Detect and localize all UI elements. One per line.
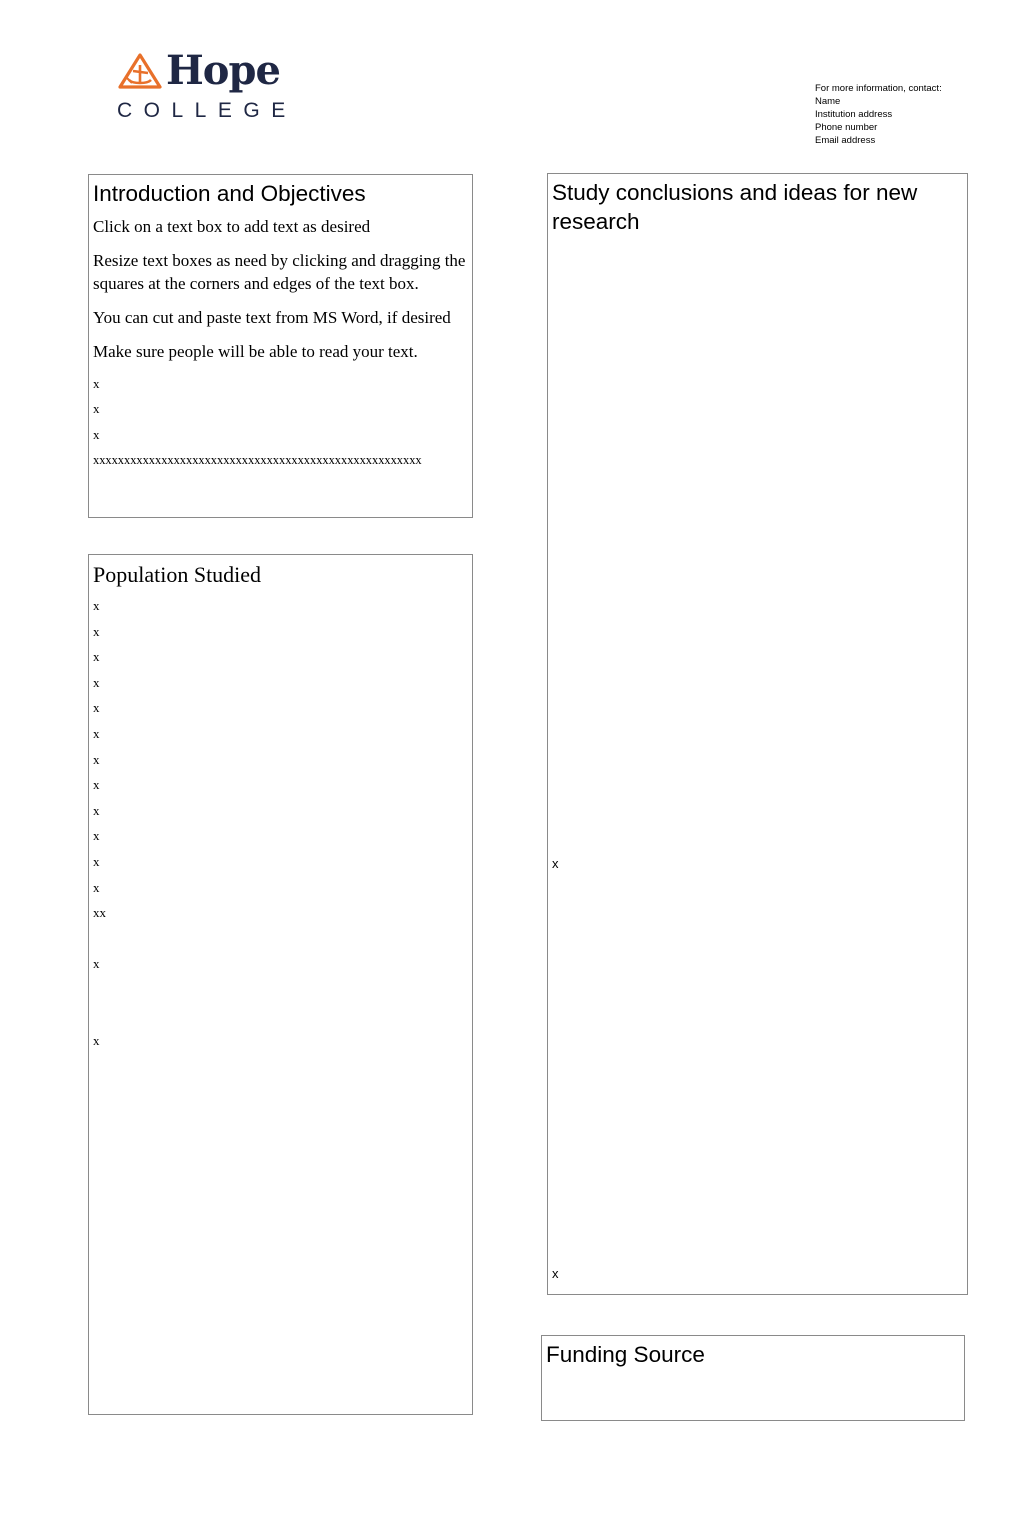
logo-subtitle: COLLEGE xyxy=(117,99,297,122)
population-line: x xyxy=(93,598,100,613)
intro-x-line: x xyxy=(93,426,100,442)
population-line: x xyxy=(93,751,100,767)
intro-x-line: x xyxy=(93,375,100,391)
intro-long-line: xxxxxxxxxxxxxxxxxxxxxxxxxxxxxxxxxxxxxxxxxxxxxxxxxxxxx xyxy=(93,453,422,468)
population-line: x xyxy=(93,828,100,844)
intro-paragraph: Make sure people will be able to read your text. xyxy=(93,341,418,361)
intro-text-box[interactable] xyxy=(88,174,473,518)
population-line: x xyxy=(93,802,100,818)
conclusions-marker: x xyxy=(552,1266,559,1281)
population-line: x xyxy=(93,649,100,665)
hope-college-logo xyxy=(112,47,297,125)
population-line: x xyxy=(93,956,100,972)
funding-text-box[interactable] xyxy=(541,1335,965,1421)
population-line: x xyxy=(93,777,100,793)
contact-name: Name xyxy=(815,96,841,107)
population-title: Population Studied xyxy=(93,562,262,587)
contact-phone: Phone number xyxy=(815,122,878,133)
population-lines xyxy=(93,593,468,1054)
population-line: x xyxy=(93,623,100,639)
population-line xyxy=(93,977,468,1003)
intro-x-line: x xyxy=(93,401,100,417)
population-line: x xyxy=(93,853,100,869)
population-line: x xyxy=(93,700,100,716)
population-line xyxy=(93,1003,468,1029)
anchor-icon xyxy=(118,53,162,91)
contact-email: Email address xyxy=(815,135,876,146)
intro-paragraph: You can cut and paste text from MS Word, if desired xyxy=(93,307,451,327)
contact-block xyxy=(815,82,942,147)
population-line: x xyxy=(93,879,100,895)
conclusions-text-box[interactable] xyxy=(547,173,968,1295)
funding-title: Funding Source xyxy=(546,1342,705,1367)
conclusions-title: Study conclusions and ideas for new research xyxy=(552,180,918,234)
intro-paragraph: Click on a text box to add text as desired xyxy=(93,217,371,236)
population-line: x xyxy=(93,1033,100,1049)
intro-title: Introduction and Objectives xyxy=(93,181,366,206)
population-line: x xyxy=(93,674,100,690)
logo-wordmark: Hope xyxy=(166,47,280,94)
population-line: x xyxy=(93,725,100,741)
contact-heading: For more information, contact: xyxy=(815,83,942,94)
intro-paragraph: Resize text boxes as need by clicking and dragging the squares at the corners and edges of the text box. xyxy=(93,251,466,293)
conclusions-marker: x xyxy=(552,856,559,871)
population-line: xx xyxy=(93,905,106,921)
population-line xyxy=(93,926,468,952)
population-text-box[interactable] xyxy=(88,554,473,1415)
contact-address: Institution address xyxy=(815,109,893,120)
